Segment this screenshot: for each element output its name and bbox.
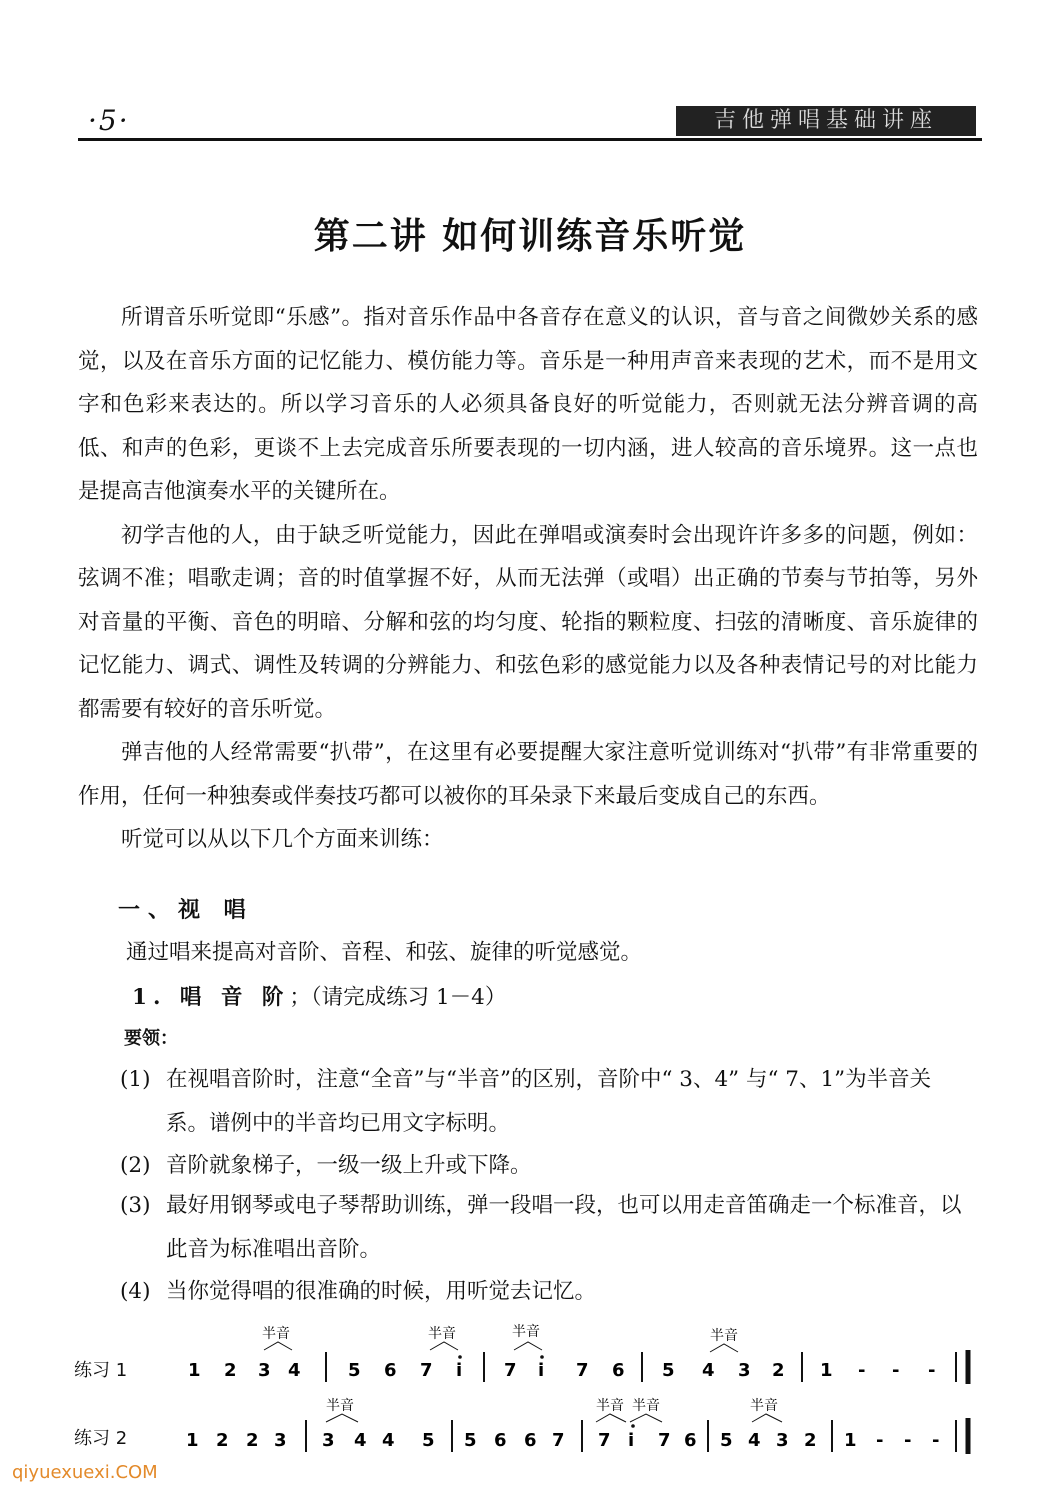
list-item bbox=[120, 1270, 966, 1314]
note: 6 bbox=[684, 1430, 697, 1451]
section-heading: 一、视 唱 bbox=[118, 897, 254, 923]
note: 3 bbox=[258, 1360, 271, 1381]
note: 7 bbox=[576, 1360, 589, 1381]
list-item bbox=[120, 1144, 966, 1188]
list-item-number: (4) bbox=[120, 1279, 151, 1304]
note: 4 bbox=[354, 1430, 367, 1451]
half-tone-arc bbox=[264, 1342, 292, 1350]
half-tone-arc bbox=[630, 1414, 662, 1422]
note: 7 bbox=[552, 1430, 565, 1451]
note: 2 bbox=[772, 1360, 785, 1381]
list-item-number: (1) bbox=[120, 1067, 151, 1092]
note: 2 bbox=[804, 1430, 817, 1451]
note: - bbox=[892, 1360, 900, 1381]
note: 4 bbox=[288, 1360, 301, 1381]
note: 5 bbox=[464, 1430, 477, 1451]
high-octave-dot bbox=[458, 1355, 462, 1359]
paragraph: 所谓音乐听觉即“乐感”。指对音乐作品中各音存在意义的认识，音与音之间微妙关系的感觉，以及在音乐方面的记忆能力、模仿能力等。音乐是一种用声音来表现的艺术，而不是用文字和色彩来表达的。所以学习音乐的人必须具备良好的听觉能力，否则就无法分辨音调的高低、和声的色彩，更谈不上去完成音乐所要表现的一切内涵，进人较高的音乐境界。这一点也是提高吉他演奏水平的关键所在。 bbox=[78, 305, 978, 504]
half-tone-label: 半音 bbox=[750, 1398, 778, 1414]
note: 5 bbox=[348, 1360, 361, 1381]
note: 2 bbox=[246, 1430, 259, 1451]
body-text bbox=[78, 296, 978, 862]
half-tone-label: 半音 bbox=[262, 1326, 290, 1342]
list-item-number: (3) bbox=[120, 1193, 151, 1218]
half-tone-arc bbox=[596, 1414, 626, 1422]
note: 7 bbox=[598, 1430, 611, 1451]
high-octave-dot bbox=[540, 1355, 544, 1359]
page-number: ·5· bbox=[88, 104, 130, 137]
subsection-note: ；（请完成练习 1－4） bbox=[289, 985, 507, 1010]
key-points-label: 要领： bbox=[124, 1028, 178, 1049]
half-tone-label: 半音 bbox=[596, 1398, 624, 1414]
half-tone-label: 半音 bbox=[710, 1328, 738, 1344]
note: 4 bbox=[702, 1360, 715, 1381]
subsection-label: 1. 唱 音 阶 bbox=[132, 985, 290, 1010]
note: 3 bbox=[738, 1360, 751, 1381]
note: 1 bbox=[188, 1360, 201, 1381]
note: 1 bbox=[820, 1360, 833, 1381]
high-octave-dot bbox=[631, 1424, 635, 1428]
note: 4 bbox=[748, 1430, 761, 1451]
note: 2 bbox=[216, 1430, 229, 1451]
note: 6 bbox=[494, 1430, 507, 1451]
watermark: qiyuexuexi.COM bbox=[12, 1462, 158, 1483]
subsection-heading bbox=[132, 980, 506, 1011]
list-item-text: 在视唱音阶时，注意“全音”与“半音”的区别，音阶中“ 3、4” 与“ 7、1”为半音关系。谱例中的半音均已用文字标明。 bbox=[166, 1067, 932, 1136]
note: 2 bbox=[224, 1360, 237, 1381]
note: - bbox=[932, 1430, 940, 1451]
note: 7 bbox=[420, 1360, 433, 1381]
paragraph: 弹吉他的人经常需要“扒带”，在这里有必要提醒大家注意听觉训练对“扒带”有非常重要的作用，任何一种独奏或伴奏技巧都可以被你的耳朵录下来最后变成自己的东西。 bbox=[78, 740, 978, 809]
note: 3 bbox=[274, 1430, 287, 1451]
note: i bbox=[456, 1360, 463, 1381]
list-item bbox=[120, 1058, 966, 1145]
note: 3 bbox=[776, 1430, 789, 1451]
header-rule bbox=[78, 138, 982, 141]
note: 1 bbox=[186, 1430, 199, 1451]
note: - bbox=[876, 1430, 884, 1451]
list-item bbox=[120, 1184, 966, 1271]
note: 5 bbox=[422, 1430, 435, 1451]
note: 6 bbox=[612, 1360, 625, 1381]
note: 6 bbox=[524, 1430, 537, 1451]
exercise-1-score bbox=[170, 1320, 990, 1390]
half-tone-arc bbox=[710, 1344, 738, 1352]
exercise-2-score bbox=[170, 1392, 990, 1458]
book-title-band: 吉他弹唱基础讲座 bbox=[676, 106, 976, 136]
half-tone-arc bbox=[752, 1414, 782, 1422]
note: i bbox=[628, 1430, 635, 1451]
list-item-number: (2) bbox=[120, 1153, 151, 1178]
half-tone-label: 半音 bbox=[326, 1398, 354, 1414]
note: 7 bbox=[504, 1360, 517, 1381]
note: i bbox=[538, 1360, 545, 1381]
note: - bbox=[928, 1360, 936, 1381]
exercise-label: 练习 2 bbox=[74, 1428, 128, 1449]
half-tone-label: 半音 bbox=[428, 1326, 456, 1342]
half-tone-label: 半音 bbox=[632, 1398, 660, 1414]
exercise-label: 练习 1 bbox=[74, 1360, 128, 1381]
half-tone-arc bbox=[514, 1342, 542, 1350]
list-item-text: 音阶就象梯子，一级一级上升或下降。 bbox=[166, 1153, 532, 1178]
note: 3 bbox=[322, 1430, 335, 1451]
note: 1 bbox=[844, 1430, 857, 1451]
note: - bbox=[904, 1430, 912, 1451]
half-tone-arc bbox=[326, 1414, 358, 1422]
note: 7 bbox=[658, 1430, 671, 1451]
note: 5 bbox=[662, 1360, 675, 1381]
note: 5 bbox=[720, 1430, 733, 1451]
paragraph: 初学吉他的人，由于缺乏听觉能力，因此在弹唱或演奏时会出现许许多多的问题，例如：弦调不准；唱歌走调；音的时值掌握不好，从而无法弹（或唱）出正确的节奏与节拍等，另外对音量的平衡、音色的明暗、分解和弦的均匀度、轮指的颗粒度、扫弦的清晰度、音乐旋律的记忆能力、调式、调性及转调的分辨能力、和弦色彩的感觉能力以及各种表情记号的对比能力都需要有较好的音乐听觉。 bbox=[78, 522, 978, 722]
list-item-text: 当你觉得唱的很准确的时候，用听觉去记忆。 bbox=[166, 1279, 597, 1304]
note: 6 bbox=[384, 1360, 397, 1381]
section-intro: 通过唱来提高对音阶、音程、和弦、旋律的听觉感觉。 bbox=[126, 940, 643, 965]
half-tone-arc bbox=[430, 1342, 458, 1350]
note: 4 bbox=[382, 1430, 395, 1451]
paragraph: 听觉可以从以下几个方面来训练： bbox=[121, 827, 444, 852]
chapter-title: 第二讲 如何训练音乐听觉 bbox=[313, 216, 747, 257]
note: - bbox=[858, 1360, 866, 1381]
half-tone-label: 半音 bbox=[512, 1324, 540, 1340]
list-item-text: 最好用钢琴或电子琴帮助训练，弹一段唱一段，也可以用走音笛确走一个标准音，以此音为标准唱出音阶。 bbox=[166, 1193, 962, 1262]
